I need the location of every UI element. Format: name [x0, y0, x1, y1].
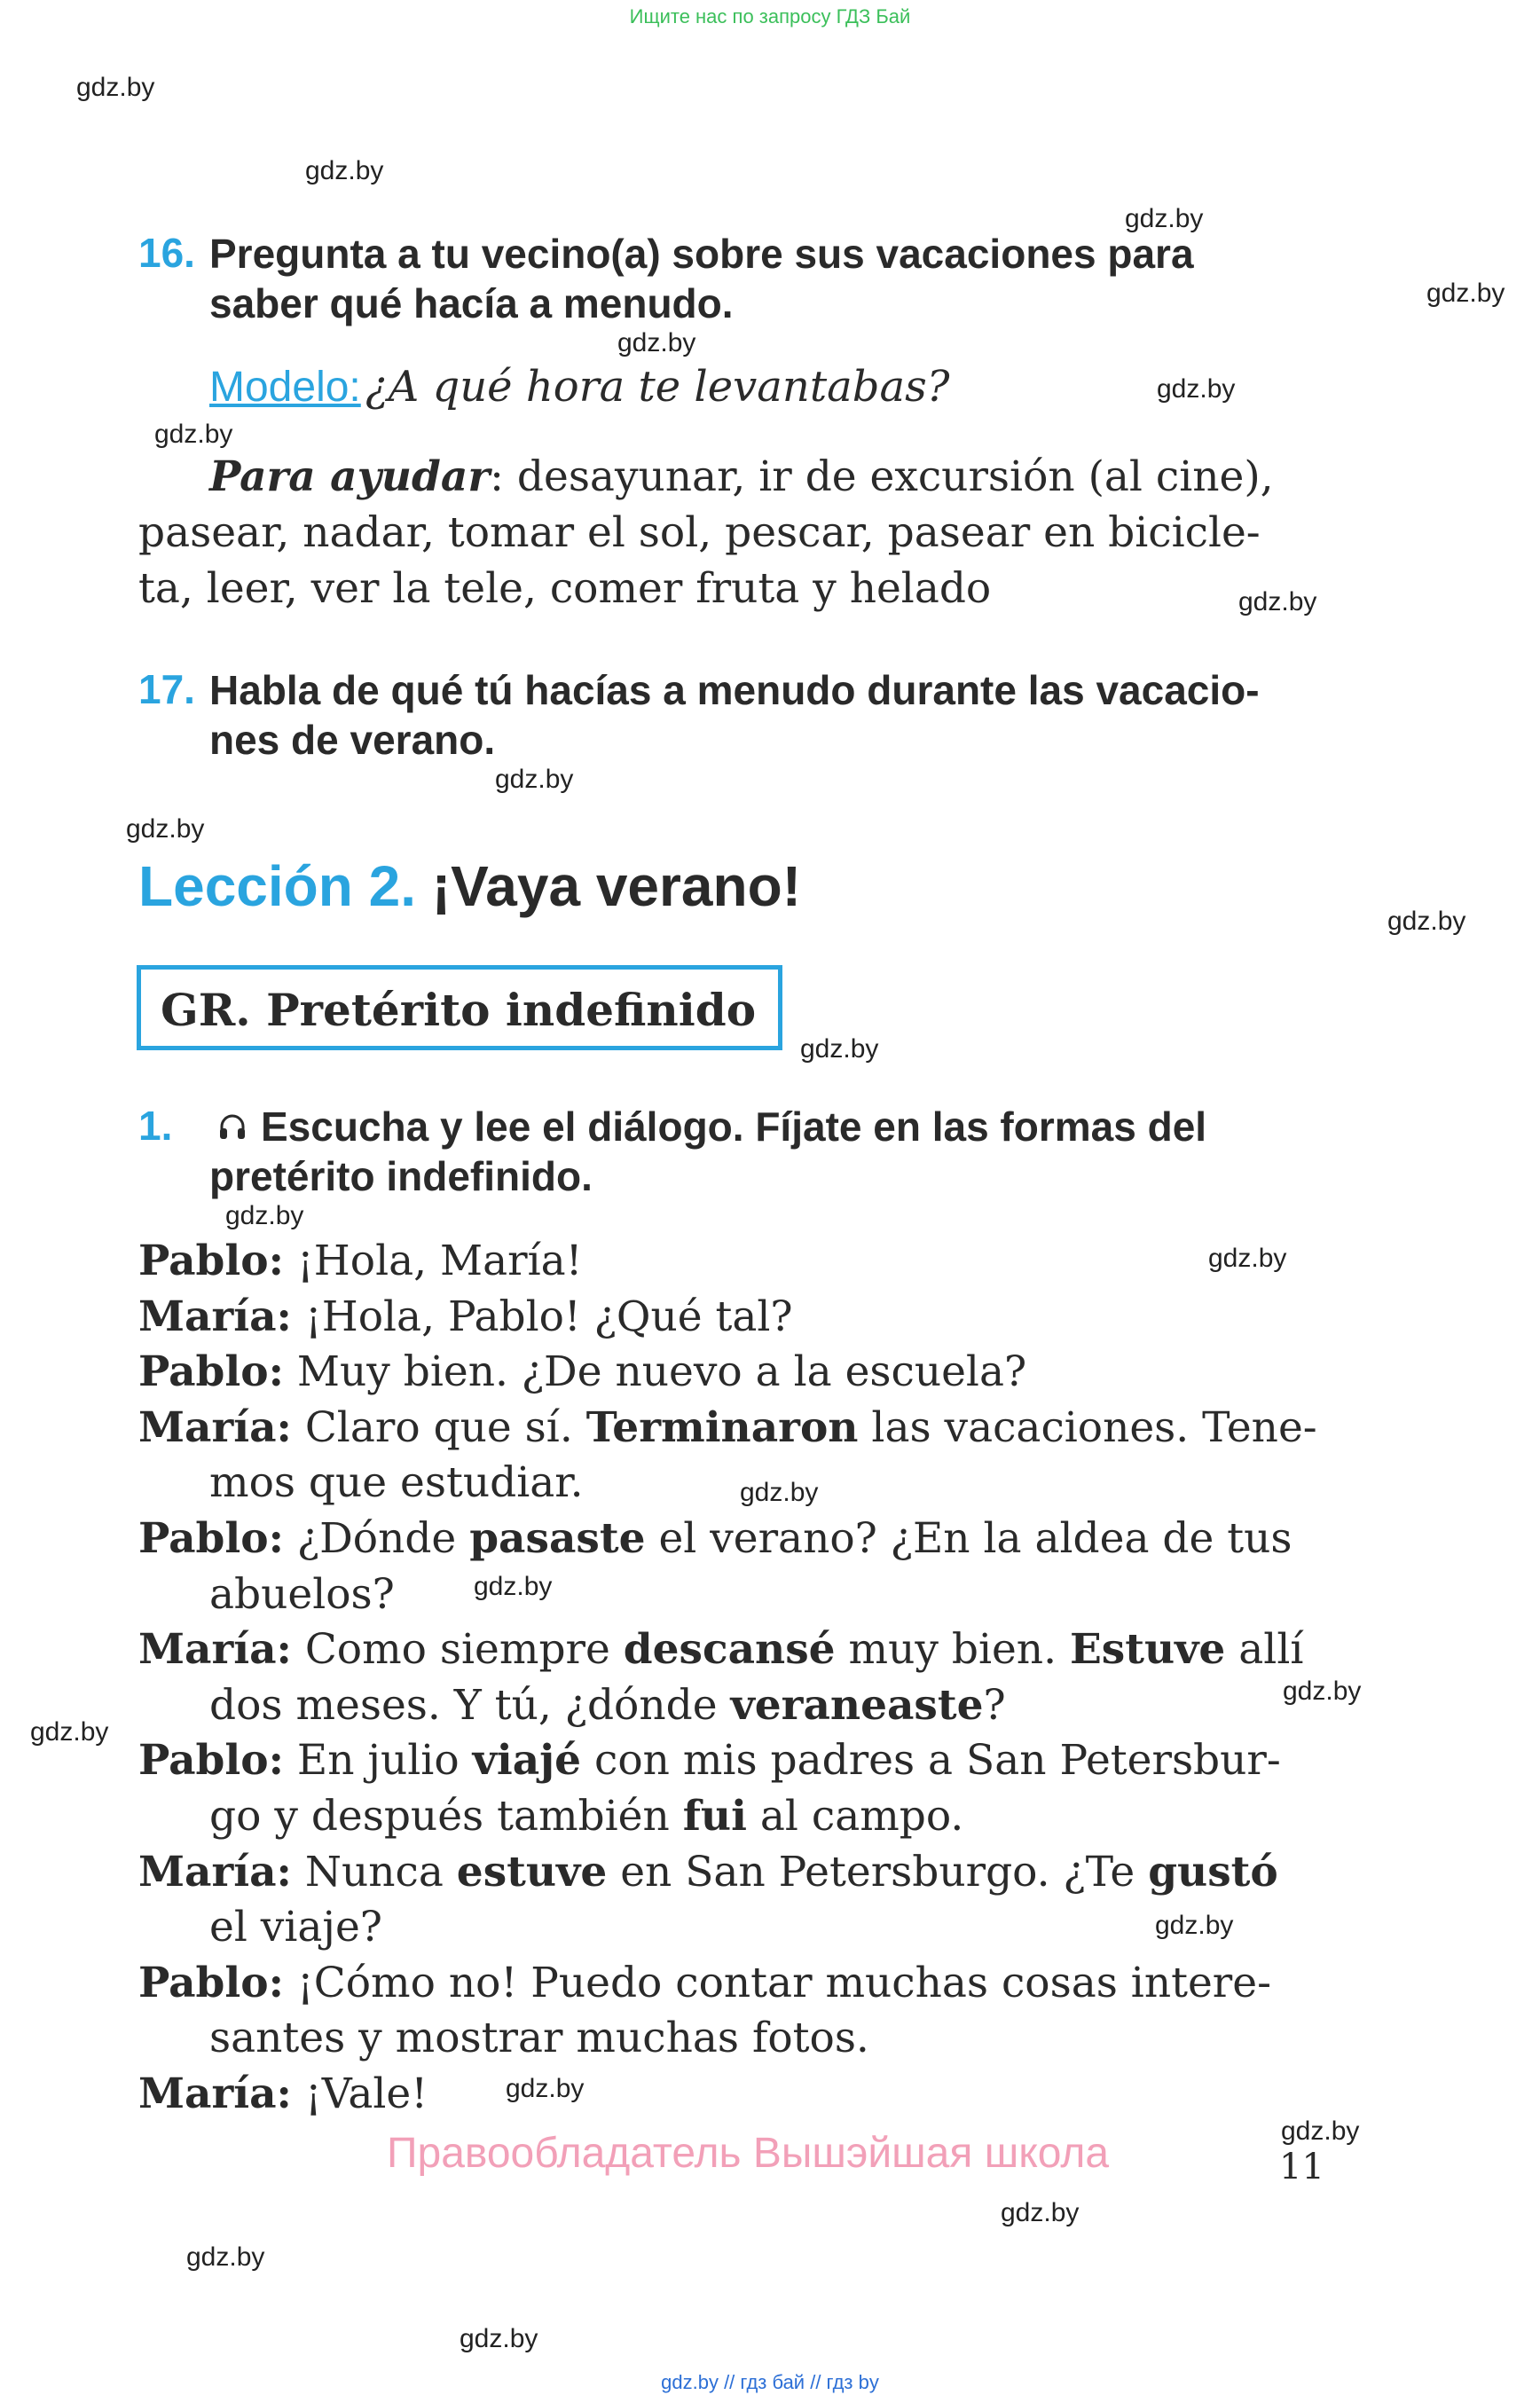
highlighted-verb: pasaste: [469, 1514, 646, 1563]
watermark: gdz.by: [154, 420, 233, 449]
watermark: gdz.by: [1155, 1911, 1234, 1940]
watermark: gdz.by: [1283, 1677, 1362, 1706]
watermark: gdz.by: [1157, 374, 1236, 404]
watermark: gdz.by: [1125, 204, 1204, 233]
exercise-number: 16.: [138, 230, 195, 276]
dialogue-text: el viaje?: [209, 1903, 382, 1951]
help-label: Para ayudar: [209, 452, 491, 501]
watermark: gdz.by: [1387, 907, 1466, 936]
watermark: gdz.by: [1281, 2116, 1360, 2146]
dialogue-line: [138, 1344, 1026, 1400]
dialogue-text: mos que estudiar.: [209, 1458, 584, 1507]
speaker-name: Pablo:: [138, 1347, 284, 1396]
speaker-name: Pablo:: [138, 1959, 284, 2007]
page-number: 11: [1279, 2147, 1324, 2187]
lesson-number: Lección 2.: [138, 854, 416, 918]
speaker-name: María:: [138, 1848, 292, 1896]
dialogue-text: ¡Vale!: [291, 2069, 428, 2118]
highlighted-verb: fui: [682, 1792, 747, 1841]
watermark: gdz.by: [506, 2074, 585, 2103]
speaker-name: Pablo:: [138, 1237, 284, 1285]
dialogue-line: [138, 1400, 1317, 1456]
dialogue-text: ¡Cómo no! Puedo contar muchas cosas intere-: [283, 1959, 1271, 2007]
watermark: gdz.by: [30, 1717, 109, 1747]
dialogue-text: las vacaciones. Tene-: [858, 1403, 1317, 1452]
dialogue-line: [138, 1844, 1278, 1900]
lesson-heading: [138, 853, 801, 919]
dialogue-line: [209, 1899, 382, 1955]
dialogue-line: [138, 1233, 583, 1289]
modelo-label: Modelo:: [209, 364, 361, 411]
dialogue-text: ¡Hola, Pablo! ¿Qué tal?: [291, 1292, 793, 1341]
speaker-name: Pablo:: [138, 1736, 284, 1785]
dialogue-line: [209, 1455, 584, 1511]
dialogue-text: el verano? ¿En la aldea de tus: [645, 1514, 1292, 1563]
dialogue-text: Claro que sí.: [291, 1403, 586, 1452]
dialogue-text: dos meses. Y tú, ¿dónde: [209, 1681, 731, 1730]
grammar-title: GR. Pretérito indefinido: [161, 984, 757, 1036]
exercise-number: 1.: [138, 1103, 173, 1149]
dialogue-text: ?: [983, 1681, 1006, 1730]
exercise-task: Escucha y lee el diálogo. Fíjate en las formas del: [261, 1103, 1207, 1150]
dialogue-text: Nunca: [291, 1848, 457, 1896]
highlighted-verb: gustó: [1148, 1848, 1278, 1896]
exercise-task: pretérito indefinido.: [209, 1153, 593, 1199]
highlighted-verb: viajé: [472, 1736, 582, 1785]
dialogue-line: [138, 1955, 1271, 2011]
watermark: gdz.by: [460, 2324, 538, 2353]
watermark: gdz.by: [1001, 2198, 1080, 2227]
highlighted-verb: veraneaste: [730, 1681, 984, 1730]
watermark: gdz.by: [800, 1034, 879, 1064]
dialogue-text: Como siempre: [291, 1625, 624, 1674]
bottom-banner[interactable]: gdz.by // гдз бай // гдз by: [661, 2371, 879, 2393]
watermark: gdz.by: [617, 328, 696, 357]
exercise-task: saber qué hacía a menudo.: [209, 280, 734, 326]
watermark: gdz.by: [474, 1572, 553, 1601]
watermark: gdz.by: [126, 814, 205, 844]
exercise-task: nes de verano.: [209, 717, 496, 763]
watermark: gdz.by: [495, 765, 574, 794]
watermark: gdz.by: [305, 156, 384, 185]
copyright-footer: Правообладатель Вышэйшая школа: [387, 2130, 1110, 2177]
dialogue-line: [138, 1622, 1303, 1677]
watermark: gdz.by: [225, 1201, 304, 1230]
dialogue-text: abuelos?: [209, 1570, 395, 1619]
dialogue-line: [138, 2066, 428, 2122]
exercise-number: 17.: [138, 666, 195, 712]
help-text: : desayunar, ir de excursión (al cine),: [490, 452, 1274, 501]
lesson-title: ¡Vaya verano!: [431, 854, 801, 918]
highlighted-verb: Terminaron: [585, 1403, 859, 1452]
dialogue-text: en San Petersburgo. ¿Te: [607, 1848, 1149, 1896]
dialogue-text: En julio: [283, 1736, 473, 1785]
highlighted-verb: Estuve: [1069, 1625, 1226, 1674]
watermark: gdz.by: [186, 2242, 265, 2272]
exercise-task: Habla de qué tú hacías a menudo durante las vacacio-: [209, 667, 1260, 713]
watermark: gdz.by: [76, 73, 155, 102]
dialogue-text: go y después también: [209, 1792, 683, 1841]
highlighted-verb: estuve: [456, 1848, 608, 1896]
headphones-icon[interactable]: [216, 1111, 248, 1143]
speaker-name: María:: [138, 1625, 292, 1674]
dialogue-line: [209, 1788, 963, 1844]
modelo-line: [209, 362, 949, 412]
dialogue-text: con mis padres a San Petersbur-: [581, 1736, 1281, 1785]
modelo-text: ¿A qué hora te levantabas?: [365, 362, 950, 412]
dialogue-text: Muy bien. ¿De nuevo a la escuela?: [283, 1347, 1027, 1396]
dialogue-line: [138, 1511, 1292, 1567]
speaker-name: María:: [138, 1292, 292, 1341]
watermark: gdz.by: [740, 1478, 819, 1507]
dialogue-line: [209, 1677, 1006, 1733]
help-text: pasear, nadar, tomar el sol, pescar, pasear en bicicle-: [138, 508, 1261, 557]
help-line: [209, 449, 1274, 505]
watermark: gdz.by: [1208, 1244, 1287, 1273]
top-banner: Ищите нас по запросу ГДЗ Бай: [629, 5, 911, 27]
watermark: gdz.by: [1426, 279, 1505, 308]
dialogue-text: muy bien.: [835, 1625, 1070, 1674]
dialogue-text: santes y mostrar muchas fotos.: [209, 2014, 869, 2062]
dialogue-text: al campo.: [746, 1792, 964, 1841]
watermark: gdz.by: [1238, 587, 1317, 616]
dialogue-line: [138, 1289, 793, 1345]
exercise-task: Pregunta a tu vecino(a) sobre sus vacaciones para: [209, 231, 1194, 277]
highlighted-verb: descansé: [623, 1625, 836, 1674]
dialogue-text: ¡Hola, María!: [283, 1237, 583, 1285]
dialogue-text: allí: [1225, 1625, 1304, 1674]
speaker-name: María:: [138, 1403, 292, 1452]
dialogue-text: ¿Dónde: [283, 1514, 470, 1563]
speaker-name: Pablo:: [138, 1514, 284, 1563]
grammar-box: [137, 965, 782, 1050]
dialogue-line: [209, 2010, 869, 2066]
dialogue-line: [138, 1732, 1281, 1788]
help-text: ta, leer, ver la tele, comer fruta y helado: [138, 564, 992, 613]
speaker-name: María:: [138, 2069, 292, 2118]
dialogue-line: [209, 1567, 395, 1622]
